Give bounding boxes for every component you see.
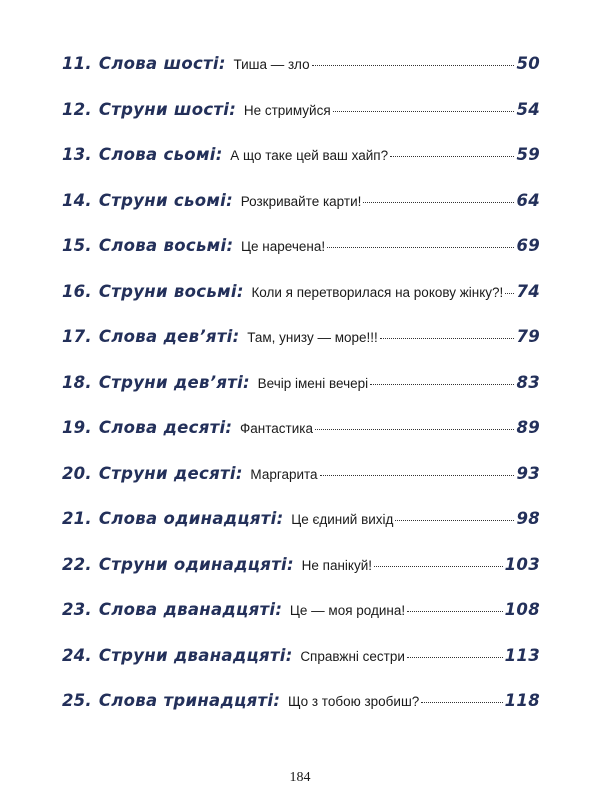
- dot-leader: [395, 520, 514, 521]
- entry-number: 18.: [62, 372, 92, 392]
- dot-leader: [407, 611, 503, 612]
- page-number: 69: [516, 236, 540, 255]
- entry-number: 17.: [62, 327, 92, 346]
- chapter-title: Вечір імені вечері: [257, 375, 369, 391]
- folio-page-number: 184: [289, 770, 311, 785]
- toc-entry-20[interactable]: [62, 464, 540, 510]
- dot-leader: [320, 475, 515, 476]
- chapter-label: Струни дванадцяті: [98, 645, 286, 665]
- colon: :: [215, 145, 223, 164]
- chapter-title: Не панікуй!: [301, 557, 373, 573]
- chapter-label: Слова тринадцяті: [98, 691, 274, 710]
- entry-number: 22.: [62, 554, 92, 574]
- chapter-label: Слова восьмі: [98, 236, 227, 255]
- page-number: 93: [516, 463, 540, 483]
- page-number: 118: [504, 691, 540, 710]
- colon: :: [225, 418, 233, 437]
- chapter-label: Слова дев’яті: [98, 327, 233, 346]
- colon: :: [232, 327, 240, 346]
- toc-entry-23[interactable]: [62, 600, 540, 646]
- toc-entry-22[interactable]: [62, 555, 540, 601]
- chapter-title: Там, унизу — море!!!: [247, 330, 378, 345]
- colon: :: [273, 691, 280, 710]
- dot-leader: [390, 156, 514, 157]
- chapter-title: Це — моя родина!: [289, 603, 406, 618]
- toc-entry-11[interactable]: [62, 54, 540, 100]
- toc-entry-13[interactable]: [62, 145, 540, 191]
- chapter-label: Струни шості: [98, 99, 230, 119]
- dot-leader: [374, 566, 503, 567]
- toc-entry-17[interactable]: [62, 327, 540, 373]
- entry-number: 13.: [62, 145, 92, 164]
- toc-entry-18[interactable]: [62, 373, 540, 419]
- dot-leader: [363, 202, 514, 203]
- chapter-title: Це наречена!: [241, 239, 326, 254]
- dot-leader: [370, 384, 514, 385]
- table-of-contents: [62, 54, 540, 737]
- chapter-title: Справжні сестри: [300, 648, 405, 664]
- colon: :: [229, 99, 236, 119]
- colon: :: [226, 190, 233, 210]
- entry-number: 16.: [62, 281, 92, 301]
- entry-number: 21.: [62, 509, 92, 528]
- colon: :: [285, 645, 293, 665]
- chapter-title: А що таке цей ваш хайп?: [230, 148, 389, 163]
- chapter-label: Слова одинадцяті: [98, 509, 277, 528]
- toc-entry-14[interactable]: [62, 191, 540, 237]
- chapter-label: Слова шості: [98, 54, 219, 73]
- page-number: 83: [516, 372, 540, 392]
- chapter-label: Струни дев’яті: [98, 372, 244, 392]
- page-number: 79: [516, 327, 540, 346]
- entry-number: 25.: [62, 691, 92, 710]
- chapter-title: Що з тобою зробиш?: [287, 694, 420, 709]
- toc-entry-24[interactable]: [62, 646, 540, 692]
- entry-number: 19.: [62, 418, 92, 437]
- chapter-label: Струни одинадцяті: [98, 554, 288, 574]
- entry-number: 23.: [62, 600, 92, 619]
- chapter-title: Не стримуйся: [243, 102, 331, 118]
- colon: :: [243, 372, 250, 392]
- dot-leader: [315, 429, 514, 430]
- page-number: 89: [516, 418, 540, 437]
- page-number: 98: [516, 509, 540, 528]
- dot-leader: [333, 111, 515, 112]
- page-number: 108: [504, 600, 540, 619]
- toc-entry-16[interactable]: [62, 282, 540, 328]
- chapter-label: Струни десяті: [98, 463, 236, 483]
- chapter-title: Тиша — зло: [233, 57, 310, 72]
- page-number: 59: [516, 145, 540, 164]
- page-number: 64: [516, 190, 540, 210]
- dot-leader: [505, 293, 514, 294]
- colon: :: [226, 236, 234, 255]
- entry-number: 14.: [62, 190, 92, 210]
- toc-entry-15[interactable]: [62, 236, 540, 282]
- entry-number: 20.: [62, 463, 92, 483]
- entry-number: 11.: [62, 54, 92, 73]
- chapter-title: Фантастика: [240, 421, 313, 436]
- dot-leader: [421, 702, 502, 703]
- page-number: 50: [516, 54, 540, 73]
- chapter-title: Розкривайте карти!: [240, 193, 362, 209]
- colon: :: [287, 554, 294, 574]
- page-number: 113: [504, 645, 540, 665]
- entry-number: 24.: [62, 645, 92, 665]
- chapter-label: Струни восьмі: [98, 281, 237, 301]
- entry-number: 15.: [62, 236, 92, 255]
- colon: :: [276, 509, 284, 528]
- page-number: 54: [516, 99, 540, 119]
- toc-entry-12[interactable]: [62, 100, 540, 146]
- page-number: 74: [516, 281, 540, 301]
- dot-leader: [407, 657, 503, 658]
- dot-leader: [327, 247, 514, 248]
- dot-leader: [312, 65, 515, 66]
- colon: :: [235, 463, 243, 483]
- chapter-label: Струни сьомі: [98, 190, 227, 210]
- toc-entry-19[interactable]: [62, 418, 540, 464]
- chapter-label: Слова десяті: [98, 418, 226, 437]
- colon: :: [236, 281, 244, 301]
- toc-entry-25[interactable]: [62, 691, 540, 737]
- chapter-title: Маргарита: [250, 466, 318, 482]
- dot-leader: [380, 338, 515, 339]
- toc-entry-21[interactable]: [62, 509, 540, 555]
- entry-number: 12.: [62, 99, 92, 119]
- colon: :: [275, 600, 282, 619]
- chapter-label: Слова сьомі: [98, 145, 216, 164]
- colon: :: [218, 54, 226, 73]
- chapter-label: Слова дванадцяті: [98, 600, 276, 619]
- chapter-title: Це єдиний вихід: [291, 512, 394, 527]
- chapter-title: Коли я перетворилася на рокову жінку?!: [251, 284, 504, 300]
- page-number: 103: [504, 554, 540, 574]
